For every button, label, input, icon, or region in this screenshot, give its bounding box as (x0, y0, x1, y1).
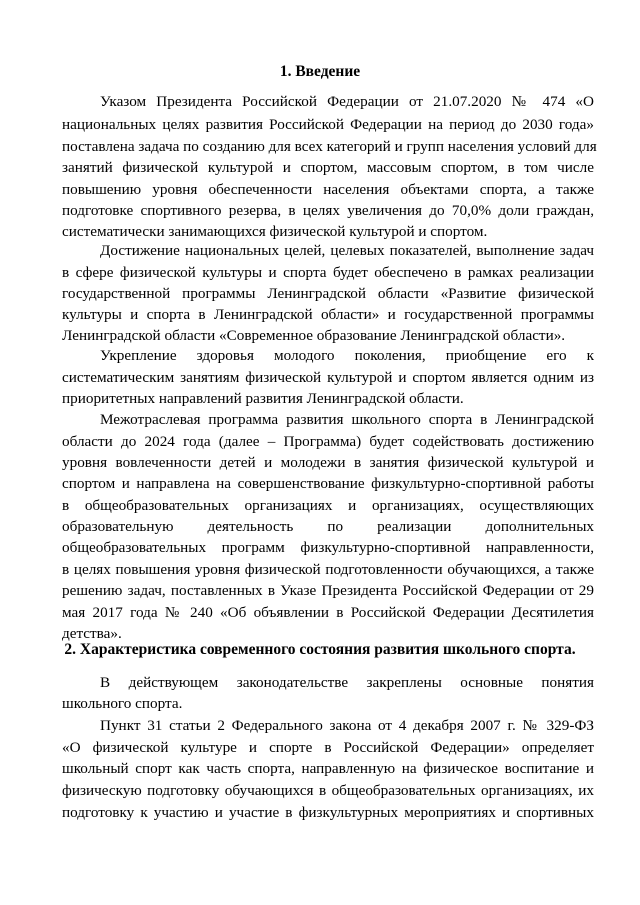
text-line: Межотраслевая программа развития школьного спорта в Ленинградской (100, 411, 594, 428)
text-line: решению задач, поставленных в Указе Президента Российской Федерации от 29 (62, 582, 594, 599)
text-line: систематическим занятиям физической культурой и спортом является одним из (62, 369, 594, 386)
text-line: мая 2017 года № 240 «Об объявлении в Российской Федерации Десятилетия (62, 604, 594, 621)
text-line: Пункт 31 статьи 2 Федерального закона от 4 декабря 2007 г. № 329-ФЗ (100, 717, 594, 734)
text-line: области до 2024 года (далее – Программа) будет содействовать достижению (62, 433, 594, 450)
text-line: Ленинградской области «Современное образование Ленинградской области». (62, 327, 566, 344)
text-line: поставлена задача по созданию для всех категорий и групп населения условий для (62, 138, 597, 155)
text-line: национальных целях развития Российской Федерации на период до 2030 года» (62, 116, 594, 133)
text-line: физическую подготовку обучающихся в общеобразовательных организациях, их (62, 782, 594, 799)
text-line: приоритетных направлений развития Ленинградской области. (62, 390, 464, 407)
text-line: спортом и направлена на совершенствование физкультурно-спортивной работы (62, 475, 594, 492)
text-line: школьного спорта. (62, 695, 183, 712)
text-line: общеобразовательных программ физкультурно-спортивной направленности, (62, 539, 594, 556)
text-line: в целях повышения уровня физической подготовленности обучающихся, а также (62, 561, 594, 578)
section-2-heading: 2. Характеристика современного состояния развития школьного спорта. (64, 641, 576, 658)
text-line: школьный спорт как часть спорта, направленную на физическое воспитание и (62, 760, 594, 777)
text-line: Достижение национальных целей, целевых показателей, выполнение задач (100, 242, 594, 259)
text-line: подготовке спортивного резерва, в целях увеличения до 70,0% доли граждан, (62, 202, 594, 219)
text-line: образовательную деятельность по реализации дополнительных (62, 518, 594, 535)
text-line: занятий физической культурой и спортом, массовым спортом, в том числе (62, 159, 594, 176)
text-line: подготовку к участию и участие в физкультурных мероприятиях и спортивных (62, 804, 594, 821)
section-1-heading: 1. Введение (279, 63, 361, 80)
text-line: в сфере физической культуры и спорта будет обеспечено в рамках реализации (62, 264, 594, 281)
text-line: в общеобразовательных организациях и организациях, осуществляющих (62, 497, 594, 514)
text-line: систематически занимающихся физической культурой и спортом. (62, 223, 488, 240)
text-line: Указом Президента Российской Федерации от 21.07.2020 № 474 «О (100, 93, 594, 110)
text-line: Укрепление здоровья молодого поколения, приобщение его к (100, 347, 594, 364)
text-line: В действующем законодательстве закреплены основные понятия (100, 674, 594, 691)
text-line: государственной программы Ленинградской области «Развитие физической (62, 285, 594, 302)
text-line: культуры и спорта в Ленинградской области» и государственной программы (62, 306, 594, 323)
text-line: повышению уровня обеспеченности населения объектами спорта, а также (62, 181, 594, 198)
text-line: «О физической культуре и спорте в Российской Федерации» определяет (62, 739, 594, 756)
text-line: детства». (62, 625, 122, 642)
text-line: уровня вовлеченности детей и молодежи в занятия физической культурой и (62, 454, 594, 471)
